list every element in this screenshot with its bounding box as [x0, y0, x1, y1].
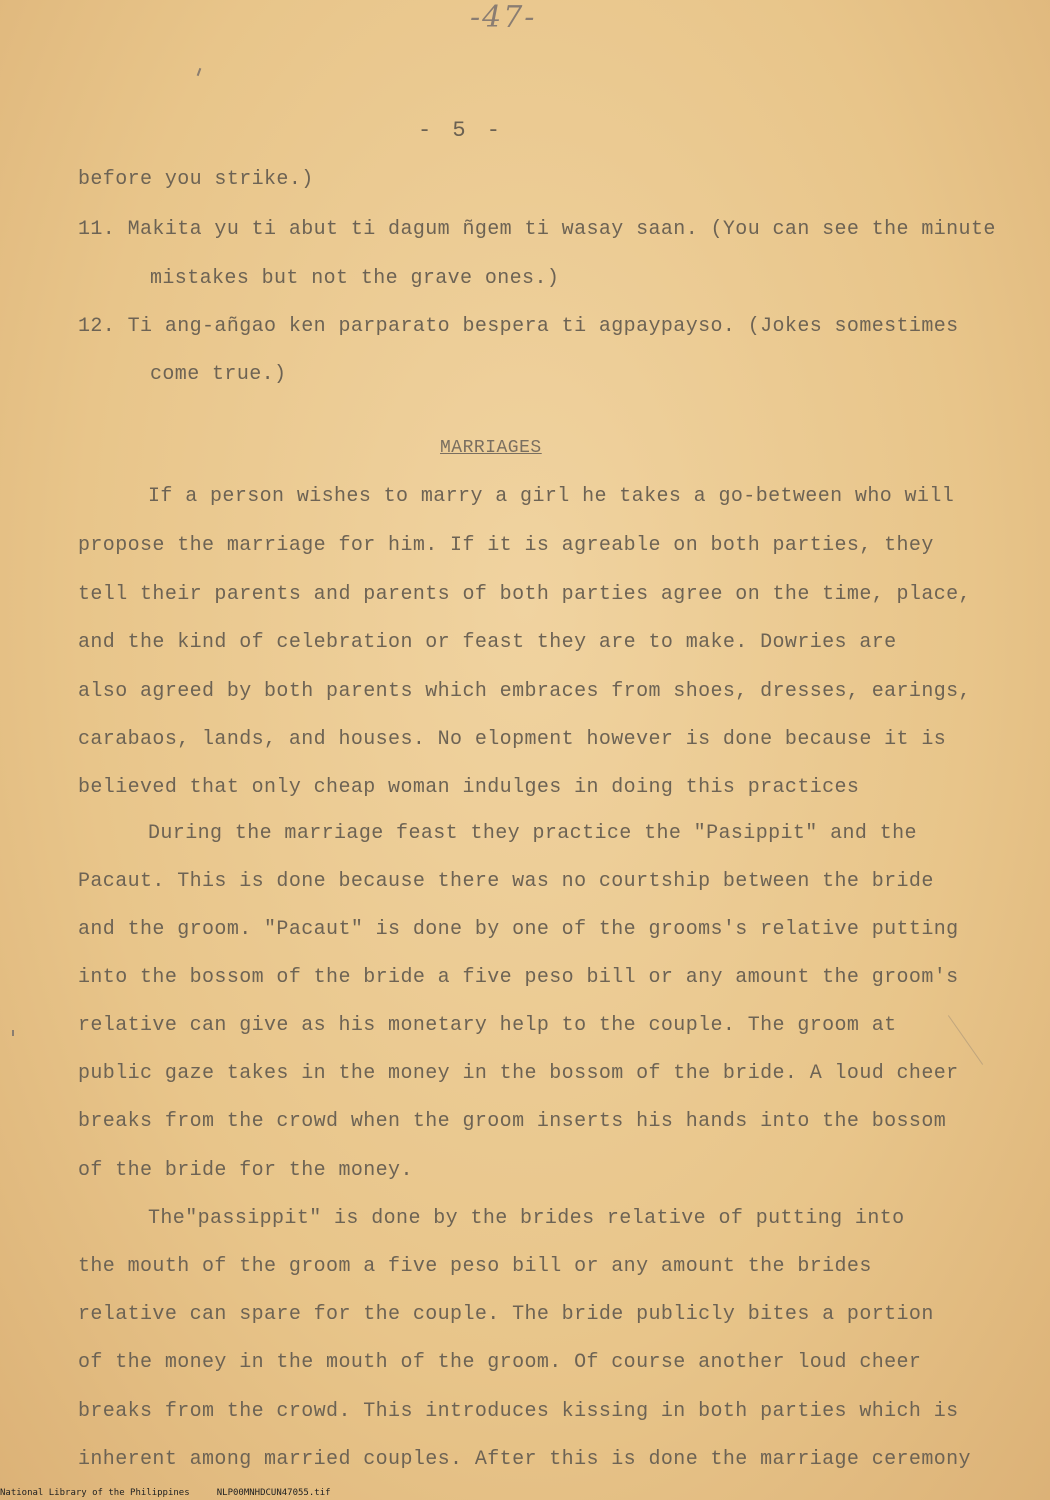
paragraph-line: also agreed by both parents which embraces from shoes, dresses, earings, — [78, 680, 971, 703]
proverb-line: mistakes but not the grave ones.) — [150, 267, 560, 290]
section-heading: MARRIAGES — [440, 438, 542, 458]
paragraph-line: tell their parents and parents of both parties agree on the time, place, — [78, 583, 971, 606]
paragraph-line: The"passippit" is done by the brides relative of putting into — [148, 1207, 905, 1230]
paragraph-line: and the kind of celebration or feast they are to make. Dowries are — [78, 631, 897, 654]
paragraph-line: propose the marriage for him. If it is agreable on both parties, they — [78, 534, 934, 557]
paragraph-line: Pacaut. This is done because there was no courtship between the bride — [78, 870, 934, 893]
paragraph-line: If a person wishes to marry a girl he takes a go-between who will — [148, 485, 955, 508]
paragraph-line: of the bride for the money. — [78, 1159, 413, 1182]
paragraph-line: believed that only cheap woman indulges in doing this practices — [78, 776, 860, 799]
proverb-line: 11. Makita yu ti abut ti dagum ñgem ti wasay saan. (You can see the minute — [78, 218, 996, 241]
proverb-line: 12. Ti ang-añgao ken parparato bespera ti agpaypayso. (Jokes somestimes — [78, 315, 959, 338]
paragraph-line: relative can give as his monetary help to the couple. The groom at — [78, 1014, 897, 1037]
archive-footer: National Library of the Philippines NLP00MNHDCUN47055.tif — [0, 1488, 331, 1498]
page-number: - 5 - — [418, 118, 505, 143]
paragraph-line: public gaze takes in the money in the bossom of the bride. A loud cheer — [78, 1062, 959, 1085]
paragraph-line: inherent among married couples. After this is done the marriage ceremony — [78, 1448, 971, 1471]
paragraph-line: into the bossom of the bride a five peso bill or any amount the groom's — [78, 966, 959, 989]
paragraph-line: of the money in the mouth of the groom. Of course another loud cheer — [78, 1351, 922, 1374]
paragraph-line: carabaos, lands, and houses. No elopment however is done because it is — [78, 728, 947, 751]
paragraph-line: During the marriage feast they practice the "Pasippit" and the — [148, 822, 917, 845]
paragraph-line: the mouth of the groom a five peso bill or any amount the brides — [78, 1255, 872, 1278]
proverb-line: come true.) — [150, 363, 287, 386]
paragraph-line: relative can spare for the couple. The bride publicly bites a portion — [78, 1303, 934, 1326]
paper-crease — [948, 1015, 983, 1065]
paper-speck — [12, 1030, 14, 1036]
paper-speck — [197, 68, 202, 76]
proverb-line: before you strike.) — [78, 168, 314, 191]
paragraph-line: breaks from the crowd when the groom inserts his hands into the bossom — [78, 1110, 947, 1133]
paragraph-line: breaks from the crowd. This introduces kissing in both parties which is — [78, 1400, 959, 1423]
archive-page-stamp: -47- — [470, 0, 537, 35]
paragraph-line: and the groom. "Pacaut" is done by one of the grooms's relative putting — [78, 918, 959, 941]
